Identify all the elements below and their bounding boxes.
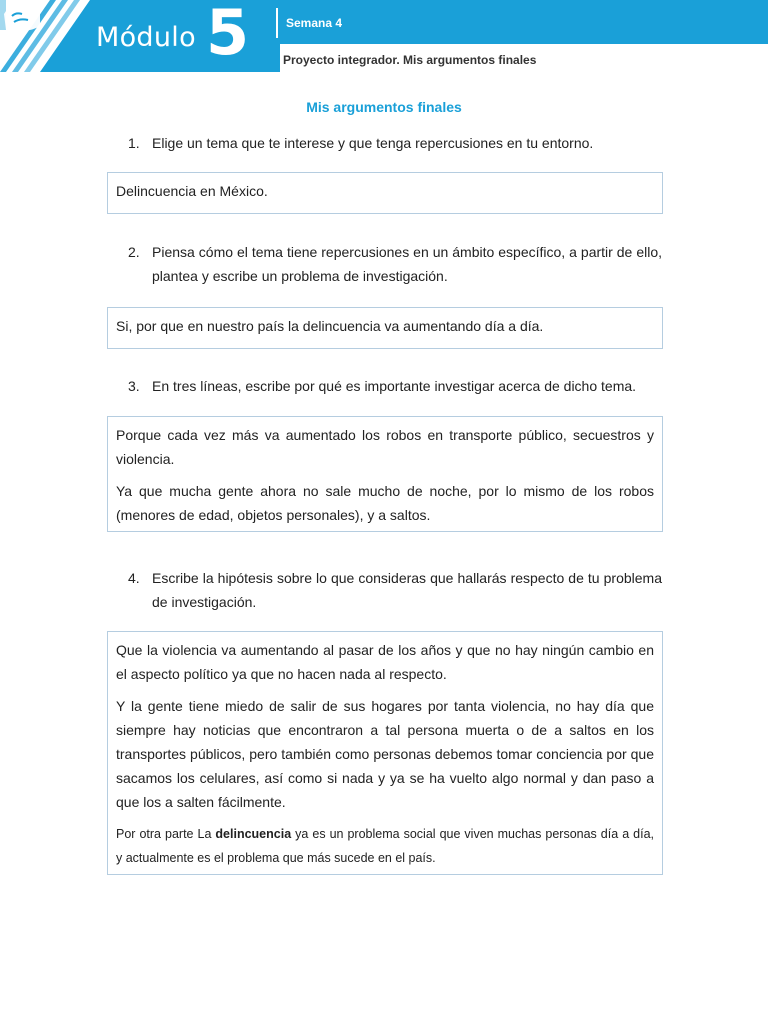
prepa-logo-icon [0, 0, 44, 34]
question-number: 4. [128, 570, 140, 586]
question-text: Elige un tema que te interese y que tenga repercusiones en tu entorno. [152, 135, 594, 151]
answer-box-3 [107, 416, 663, 532]
answer-box-4 [107, 631, 663, 875]
module-number: 5 [206, 0, 250, 69]
answer-paragraph: Porque cada vez más va aumentado los robos en transporte público, secuestros y violencia. [116, 427, 654, 467]
answer-paragraph-final [116, 822, 654, 870]
answer-paragraph: Si, por que en nuestro país la delincuencia va aumentando día a día. [116, 318, 544, 334]
module-label: Módulo [96, 22, 196, 53]
answer-text-bold: delincuencia [215, 827, 292, 841]
answer-text-post: ya es un problema social que viven muchas personas día a día, y actualmente es el problema que más sucede en el país. [116, 827, 655, 865]
question-2 [130, 240, 662, 288]
answer-paragraph: Que la violencia va aumentando al pasar de los años y que no hay ningún cambio en el aspecto político ya que no hacen nada al respecto. [116, 642, 654, 682]
question-number: 2. [128, 244, 140, 260]
answer-paragraph: Delincuencia en México. [116, 183, 268, 199]
header-subtitle: Proyecto integrador. Mis argumentos finales [283, 53, 537, 67]
week-label: Semana 4 [286, 16, 343, 30]
question-number: 1. [128, 135, 140, 151]
header-divider [276, 8, 278, 38]
question-text: Piensa cómo el tema tiene repercusiones en un ámbito específico, a partir de ello, plantea y escribe un problema de investigación. [152, 244, 662, 284]
answer-text-pre: Por otra parte La [116, 827, 216, 841]
question-1 [130, 131, 662, 155]
question-text: En tres líneas, escribe por qué es importante investigar acerca de dicho tema. [152, 378, 637, 394]
question-4 [130, 566, 662, 614]
answer-paragraph: Y la gente tiene miedo de salir de sus hogares por tanta violencia, no hay día que siempre hay noticias que encontraron a tal persona muerta o de a saltos en los transportes públicos, pero también como personas debemos tomar conciencia por que sacamos los celulares, así como si nada y ya se ha vuelto algo normal y dan paso a que los a salten fácilmente. [116, 698, 654, 810]
question-3 [130, 374, 662, 398]
answer-box-1 [107, 172, 663, 214]
answer-paragraph: Ya que mucha gente ahora no sale mucho de noche, por lo mismo de los robos (menores de edad, objetos personales), y a saltos. [116, 483, 654, 523]
question-text: Escribe la hipótesis sobre lo que consideras que hallarás respecto de tu problema de investigación. [152, 570, 662, 610]
answer-box-2 [107, 307, 663, 349]
question-number: 3. [128, 378, 140, 394]
document-title: Mis argumentos finales [306, 99, 462, 115]
